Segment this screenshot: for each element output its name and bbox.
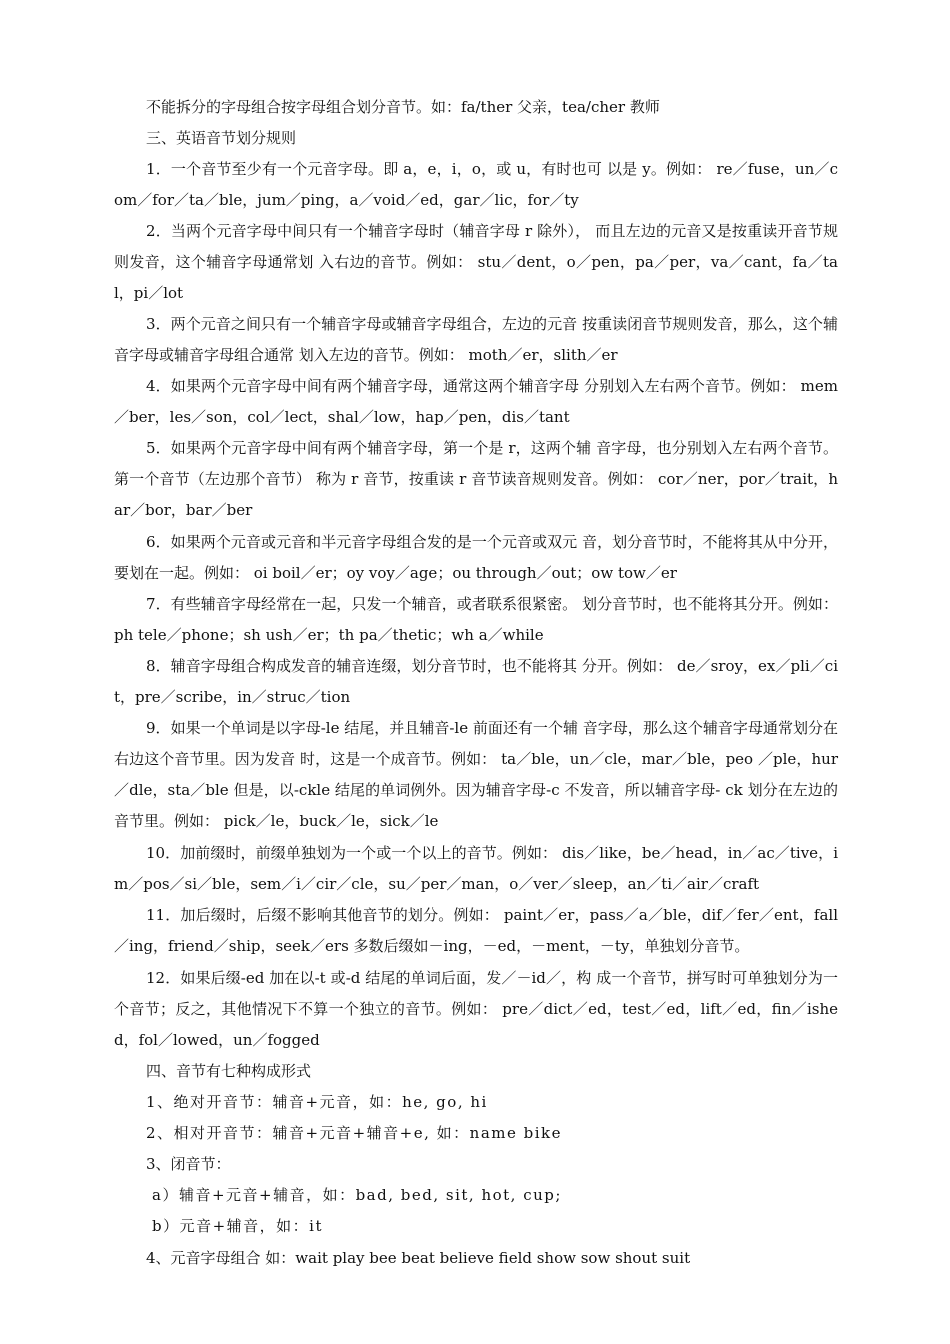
rule-7: 7．有些辅音字母经常在一起，只发一个辅音，或者联系很紧密。 划分音节时，也不能将其分开。例如： ph tele／phone；sh ush／er；th pa／thetic；wh a／while (114, 595, 838, 644)
section-heading-4: 四、音节有七种构成形式 (146, 1062, 312, 1080)
rule-4: 4．如果两个元音字母中间有两个辅音字母，通常这两个辅音字母 分别划入左右两个音节。例如： mem／ber，les／son，col／lect，shal／low，hap／pen，dis／tant (114, 377, 838, 426)
form-3: 3、闭音节： (146, 1155, 231, 1173)
rule-11: 11．加后缀时，后缀不影响其他音节的划分。例如： paint／er，pass／a／ble，dif／fer／ent，fall／ing，friend／ship，seek／ers 多数后缀如－ing，－ed，－ment，－ty，单独划分音节。 (114, 906, 838, 955)
form-3a: a）辅音+元音+辅音，如：bad, bed, sit, hot, cup; (152, 1186, 562, 1204)
form-4: 4、元音字母组合 如：wait play bee beat believe field show sow shout suit (146, 1249, 691, 1267)
form-3b: b）元音+辅音，如：it (152, 1217, 323, 1235)
rule-2: 2．当两个元音字母中间只有一个辅音字母时（辅音字母 r 除外）， 而且左边的元音又是按重读开音节规则发音，这个辅音字母通常划 入右边的音节。例如： stu／dent，o／pen，pa／per，va／cant，fa／tal，pi／lot (114, 222, 838, 302)
rule-10: 10．加前缀时，前缀单独划为一个或一个以上的音节。例如： dis／like，be／head，in／ac／tive，im／pos／si／ble，sem／i／cir／cle，su／per／man，o／ver／sleep，an／ti／air／craft (114, 844, 838, 893)
rule-5: 5．如果两个元音字母中间有两个辅音字母，第一个是 r，这两个辅 音字母，也分别划入左右两个音节。第一个音节（左边那个音节） 称为 r 音节，按重读 r 音节读音规则发音。例如： cor／ner，por／trait，har／bor，bar／ber (114, 439, 838, 519)
rule-8: 8．辅音字母组合构成发音的辅音连缀，划分音节时，也不能将其 分开。例如： de／sroy，ex／pli／cit，pre／scribe，in／struc／tion (114, 657, 838, 706)
rule-1: 1．一个音节至少有一个元音字母。即 a，e，i，o，或 u，有时也可 以是 y。例如： re／fuse，un／com／for／ta／ble，jum／ping，a／void／ed，gar／lic，for／ty (114, 160, 838, 209)
form-2: 2、相对开音节：辅音+元音+辅音+e, 如：name bike (146, 1124, 563, 1142)
rule-6: 6．如果两个元音或元音和半元音字母组合发的是一个元音或双元 音，划分音节时，不能将其从中分开，要划在一起。例如： oi boil／er；oy voy／age；ou through／out；ow tow／er (114, 533, 838, 582)
rule-3: 3．两个元音之间只有一个辅音字母或辅音字母组合，左边的元音 按重读闭音节规则发音，那么，这个辅音字母或辅音字母组合通常 划入左边的音节。例如： moth／er，slith／er (114, 315, 838, 364)
rule-9: 9．如果一个单词是以字母-le 结尾，并且辅音-le 前面还有一个辅 音字母，那么这个辅音字母通常划分在右边这个音节里。因为发音 时，这是一个成音节。例如： ta／ble，un／cle，mar／ble，peo ／ple，hur／dle，sta／ble 但是，以-ckle 结尾的单词例外。因为辅音字母-c 不发音，所以辅音字母- ck 划分在左边的音节里。例如： pick／le，buck／le，sick／le (114, 719, 838, 830)
intro-line: 不能拆分的字母组合按字母组合划分音节。如：fa/ther 父亲，tea/cher 教师 (146, 98, 660, 116)
section-heading-3: 三、英语音节划分规则 (146, 129, 297, 147)
rule-12: 12．如果后缀-ed 加在以-t 或-d 结尾的单词后面，发／－id／，构 成一个音节，拼写时可单独划分为一个音节；反之，其他情况下不算一个独立的音节。例如： pre／dict／ed，test／ed，lift／ed，fin／ished，fol／lowed，un／fogged (114, 969, 838, 1049)
form-1: 1、绝对开音节：辅音+元音，如：he, go, hi (146, 1093, 488, 1111)
